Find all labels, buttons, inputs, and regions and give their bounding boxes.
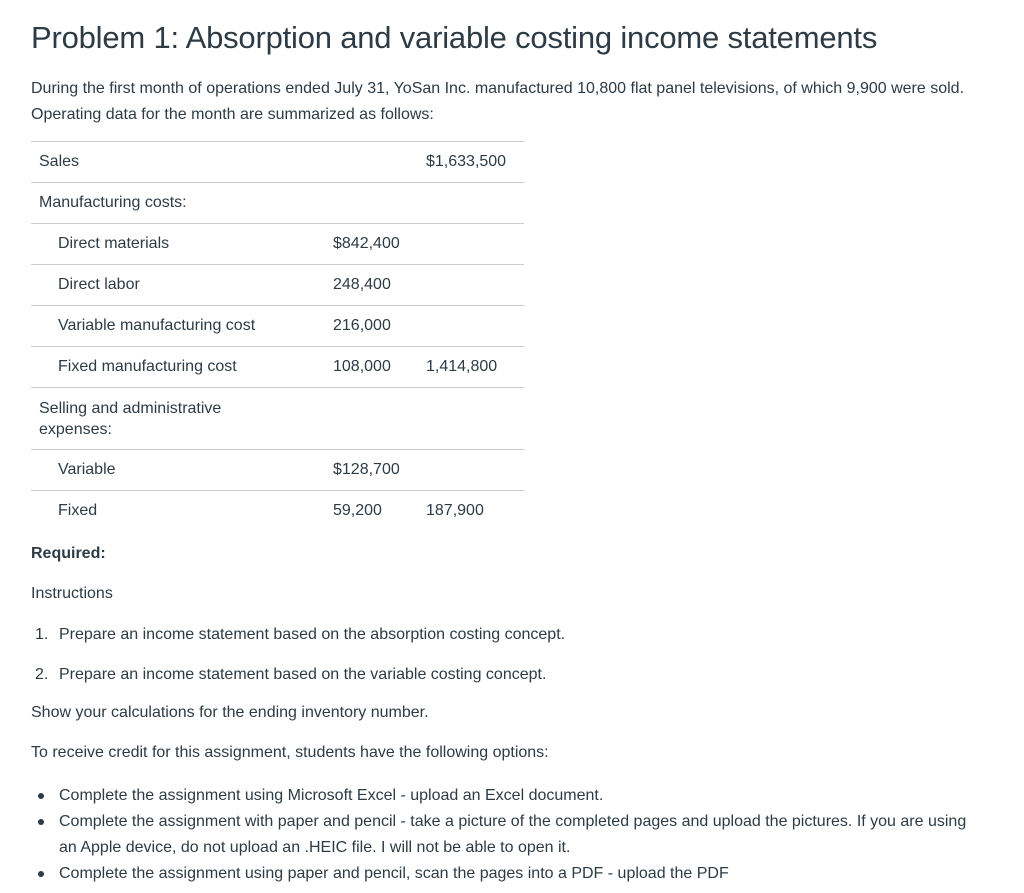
row-value-col3 — [418, 450, 524, 491]
table-row — [31, 142, 524, 183]
table-row — [31, 306, 524, 347]
row-value-col3 — [418, 183, 524, 224]
row-value-col3: $1,633,500 — [418, 142, 524, 183]
list-item — [31, 625, 931, 665]
table-row — [31, 491, 524, 532]
row-value-col3: 1,414,800 — [418, 347, 524, 388]
row-label: Fixed — [31, 491, 325, 532]
row-value-col2: 248,400 — [325, 265, 418, 306]
instructions-label: Instructions — [31, 585, 113, 602]
row-value-col2 — [325, 142, 418, 183]
table-row — [31, 347, 524, 388]
table-row — [31, 224, 524, 265]
table-row — [31, 388, 524, 450]
option-text: Complete the assignment using Microsoft Excel - upload an Excel document. — [59, 787, 604, 804]
row-label: Variable — [31, 450, 325, 491]
row-value-col2: 59,200 — [325, 491, 418, 532]
row-value-col3 — [418, 306, 524, 347]
credit-intro-text: To receive credit for this assignment, students have the following options: — [31, 744, 549, 761]
steps-list — [31, 625, 931, 705]
table-row — [31, 265, 524, 306]
option-text: Complete the assignment with paper and pencil - take a picture of the completed pages and upload the pictures. If you are using an Apple device, do not upload an .HEIC file. I will not be able to open it. — [59, 813, 967, 856]
options-list — [31, 783, 981, 887]
option-text: Complete the assignment using paper and pencil, scan the pages into a PDF - upload the PDF — [59, 865, 729, 882]
intro-paragraph: During the first month of operations ended July 31, YoSan Inc. manufactured 10,800 flat panel televisions, of which 9,900 were sold. Operating data for the month are summarized as follows: — [31, 80, 965, 123]
row-label: Sales — [31, 142, 325, 183]
row-label: Direct labor — [31, 265, 325, 306]
row-value-col3: 187,900 — [418, 491, 524, 532]
row-label: Manufacturing costs: — [31, 183, 325, 224]
list-item — [31, 783, 981, 809]
step-text: Prepare an income statement based on the absorption costing concept. — [59, 626, 566, 643]
table-row — [31, 450, 524, 491]
page-title: Problem 1: Absorption and variable costing income statements — [31, 20, 878, 55]
bullet-icon — [38, 793, 44, 799]
show-calculations-text: Show your calculations for the ending inventory number. — [31, 704, 429, 721]
row-label-cell — [31, 388, 325, 450]
table-row — [31, 183, 524, 224]
bullet-icon — [38, 819, 44, 825]
row-label: Selling and administrative expenses: — [39, 399, 222, 438]
row-label: Direct materials — [31, 224, 325, 265]
row-value-col2 — [325, 183, 418, 224]
list-item — [31, 861, 981, 887]
row-label: Variable manufacturing cost — [31, 306, 325, 347]
row-value-col2: 108,000 — [325, 347, 418, 388]
list-item — [31, 809, 981, 861]
step-number: 2. — [35, 666, 49, 683]
step-text: Prepare an income statement based on the variable costing concept. — [59, 666, 547, 683]
bullet-icon — [38, 871, 44, 877]
row-value-col3 — [418, 388, 524, 450]
step-number: 1. — [35, 626, 49, 643]
row-value-col2 — [325, 388, 418, 450]
row-value-col2: $842,400 — [325, 224, 418, 265]
list-item — [31, 665, 931, 705]
row-value-col2: $128,700 — [325, 450, 418, 491]
row-value-col2: 216,000 — [325, 306, 418, 347]
required-heading: Required: — [31, 545, 106, 562]
row-label: Fixed manufacturing cost — [31, 347, 325, 388]
row-value-col3 — [418, 265, 524, 306]
row-value-col3 — [418, 224, 524, 265]
operating-data-table — [31, 141, 524, 532]
